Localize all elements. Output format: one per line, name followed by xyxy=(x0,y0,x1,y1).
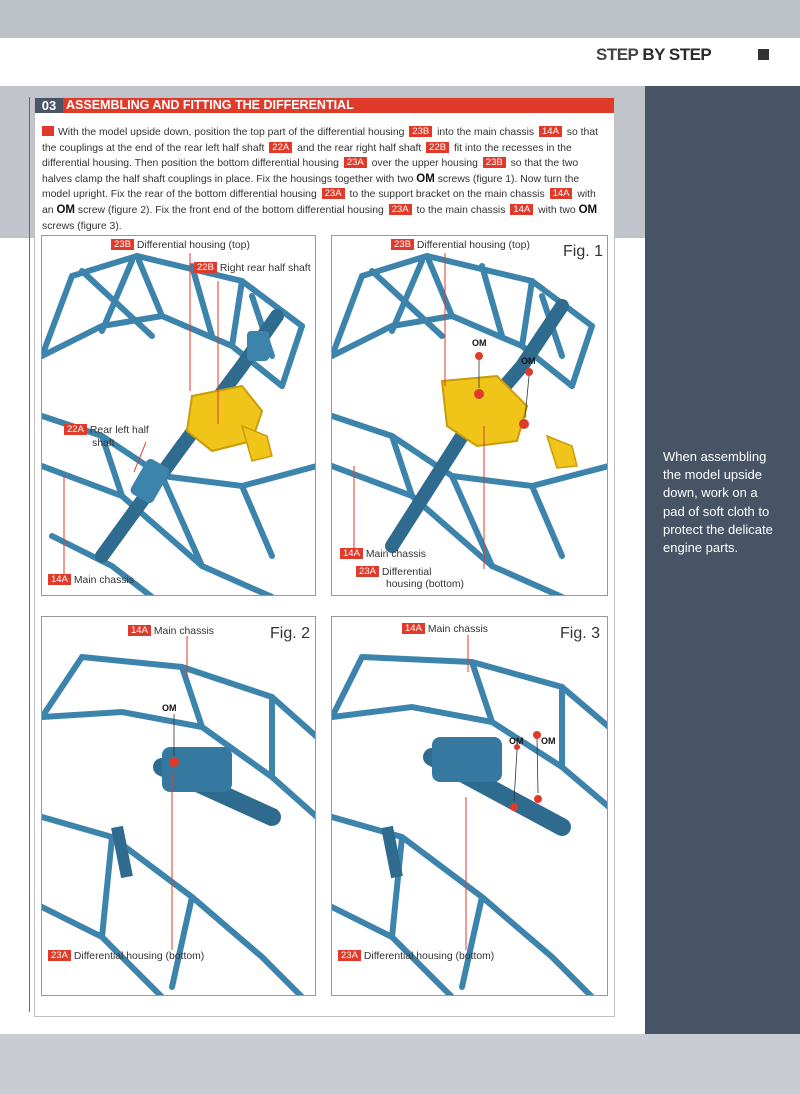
instruction-text: With the model upside down, position the top part of the differential housing 23B into the main chassis 14A so that the couplings at the end of the rear left half shaft 22A and the rear right half shaft 22B fit into the recesses in the differential housing. Then position the bottom differential housing 23A over the upper housing 23B so that the two halves clamp the half shaft couplings in place. Fix the housings together with two OM screws (figure 1). Now turn the model upright. Fix the rear of the bottom differential housing 23A to the support bracket on the main chassis 14A with an OM screw (figure 2). Fix the front end of the bottom differential housing 23A to the main chassis 14A with two OM screws (figure 3). xyxy=(42,126,598,232)
screw-code: OM xyxy=(56,203,75,216)
bullet-square-icon xyxy=(42,126,54,136)
label-14a: 14A Main chassis xyxy=(402,623,488,636)
om-screw-label: OM xyxy=(541,736,556,746)
om-screw-label: OM xyxy=(472,338,487,348)
label-22a-cont: shaft xyxy=(92,438,115,449)
header-square-icon xyxy=(758,49,769,60)
figure-caption: Fig. 2 xyxy=(270,625,311,642)
chassis-illustration xyxy=(42,617,316,996)
margin-rule xyxy=(29,97,30,1012)
figure-2 xyxy=(41,616,316,996)
label-14a: 14A Main chassis xyxy=(128,625,214,638)
part-tag: 14A xyxy=(539,126,562,137)
figure-overview xyxy=(41,235,316,596)
figure-caption: Fig. 1 xyxy=(563,243,604,260)
label-22b: 22B Right rear half shaft xyxy=(194,262,311,275)
tip-sidebar xyxy=(645,86,800,1034)
label-14a: 14A Main chassis xyxy=(340,548,426,561)
part-tag: 23B xyxy=(409,126,432,137)
label-23a: 23A Differential housing (bottom) xyxy=(338,950,494,963)
om-screw-label: OM xyxy=(162,703,177,713)
part-tag: 23A xyxy=(389,204,412,215)
screw-code: OM xyxy=(416,172,435,185)
label-23a: 23A Differential housing (bottom) xyxy=(48,950,204,963)
bottom-band xyxy=(0,1034,800,1094)
chassis-illustration xyxy=(332,236,608,596)
tip-text: When assembling the model upside down, work on a pad of soft cloth to protect the delicate engine parts. xyxy=(663,449,773,556)
label-23b: 23B Differential housing (top) xyxy=(111,239,250,252)
figure-caption: Fig. 3 xyxy=(560,625,601,642)
label-14a: 14A Main chassis xyxy=(48,574,134,587)
part-tag: 14A xyxy=(550,188,573,199)
part-tag: 23B xyxy=(483,157,506,168)
part-tag: 22A xyxy=(269,142,292,153)
om-screw-label: OM xyxy=(509,736,524,746)
chassis-illustration xyxy=(42,236,316,596)
label-23a: 23A Differential xyxy=(356,566,431,579)
om-screw-label: OM xyxy=(521,356,536,366)
page-header-area xyxy=(0,38,645,86)
page-header-title: STEP BY STEP xyxy=(596,45,712,64)
part-tag: 14A xyxy=(510,204,533,215)
part-tag: 23A xyxy=(322,188,345,199)
screw-code: OM xyxy=(578,203,598,216)
label-23b: 23B Differential housing (top) xyxy=(391,239,530,252)
label-23a-cont: housing (bottom) xyxy=(386,579,464,590)
chassis-illustration xyxy=(332,617,608,996)
part-tag: 22B xyxy=(426,142,449,153)
label-22a: 22A Rear left half xyxy=(64,424,149,437)
section-number: 03 xyxy=(35,98,63,113)
figure-1 xyxy=(331,235,608,596)
section-title: ASSEMBLING AND FITTING THE DIFFERENTIAL xyxy=(66,98,354,112)
top-band xyxy=(0,0,800,38)
part-tag: 23A xyxy=(344,157,367,168)
figure-3 xyxy=(331,616,608,996)
